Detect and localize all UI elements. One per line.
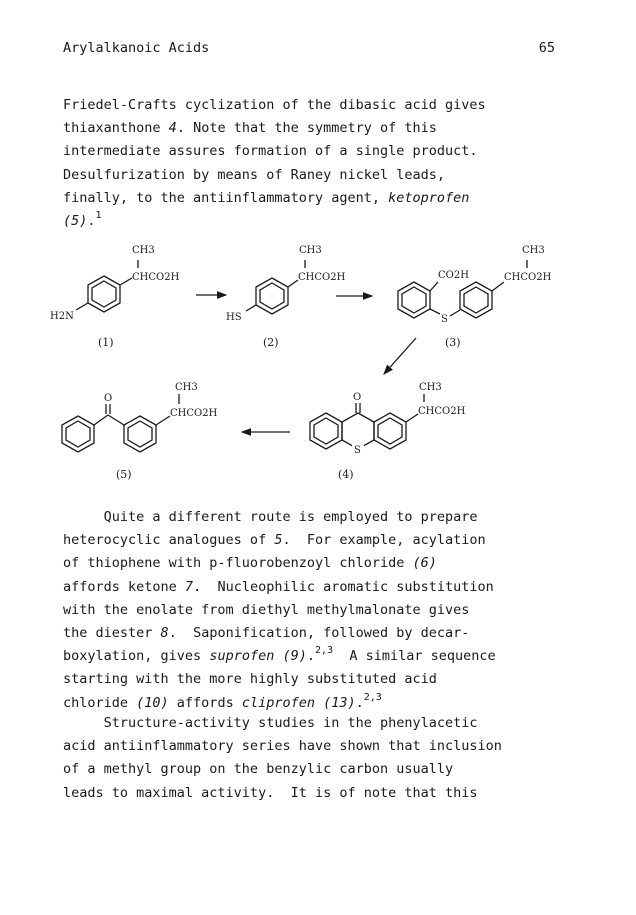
compound-3-structure [398,245,552,349]
running-title: Arylalkanoic Acids [63,40,210,56]
running-head [63,40,555,56]
compound-1-structure [50,245,180,349]
svg-text:CHCO2H: CHCO2H [418,406,466,417]
svg-text:CHCO2H: CHCO2H [504,272,552,283]
svg-text:CO2H: CO2H [438,270,469,281]
compound-2-structure [226,245,346,349]
svg-text:CH3: CH3 [419,382,442,393]
svg-text:S: S [441,314,448,325]
compound-label-2: (2) [263,336,279,349]
svg-text:CHCO2H: CHCO2H [170,408,218,419]
page-number: 65 [538,40,555,56]
reaction-scheme [20,238,620,500]
svg-text:H2N: H2N [50,311,74,322]
compound-4-structure [310,382,466,481]
svg-text:CH3: CH3 [132,245,155,256]
paragraph-2: Quite a different route is employed to prepare heterocyclic analogues of 5. For example, acylation of thiophene with p-fluorobenzoyl chloride (6) affords ketone 7. Nucleophilic aromatic substitution with the enolate from diethyl methylmalonate gives the diester 8. Saponification, followed by decar- boxylation, gives suprofen (9).$^{2,3}$ A similar sequence starting with the more highly substituted acid chloride (10) affords cliprofen (13).$^{2,3}$ [63,509,496,711]
svg-text:S: S [354,445,361,456]
compound-label-3: (3) [445,336,461,349]
svg-text:O: O [353,392,362,403]
paragraph-3: Structure-activity studies in the phenylacetic acid antiinflammatory series have shown that inclusion of a methyl group on the benzylic carbon usually leads to maximal activity. It is of note that this [63,715,502,801]
citation-ref: 1 [95,210,102,222]
svg-text:CH3: CH3 [522,245,545,256]
paragraph-1: Friedel-Crafts cyclization of the dibasic acid gives thiaxanthone 4. Note that the symmetry of this intermediate assures formation of a single product. Desulfurization by means of Raney nickel leads, finally, to the antiinflammatory agent, ketoprofen (5).$^1$ [63,97,486,230]
reaction-arrow [384,338,416,374]
compound-label-1: (1) [98,336,114,349]
svg-text:CHCO2H: CHCO2H [298,272,346,283]
svg-text:HS: HS [226,312,242,323]
svg-text:CH3: CH3 [299,245,322,256]
compound-label-5: (5) [116,468,132,481]
citation-ref: 2,3 [363,691,382,703]
svg-text:CHCO2H: CHCO2H [132,272,180,283]
compound-label-4: (4) [338,468,354,481]
svg-text:O: O [104,393,113,404]
citation-ref: 2,3 [315,645,334,657]
svg-text:CH3: CH3 [175,382,198,393]
compound-5-structure [62,382,218,481]
